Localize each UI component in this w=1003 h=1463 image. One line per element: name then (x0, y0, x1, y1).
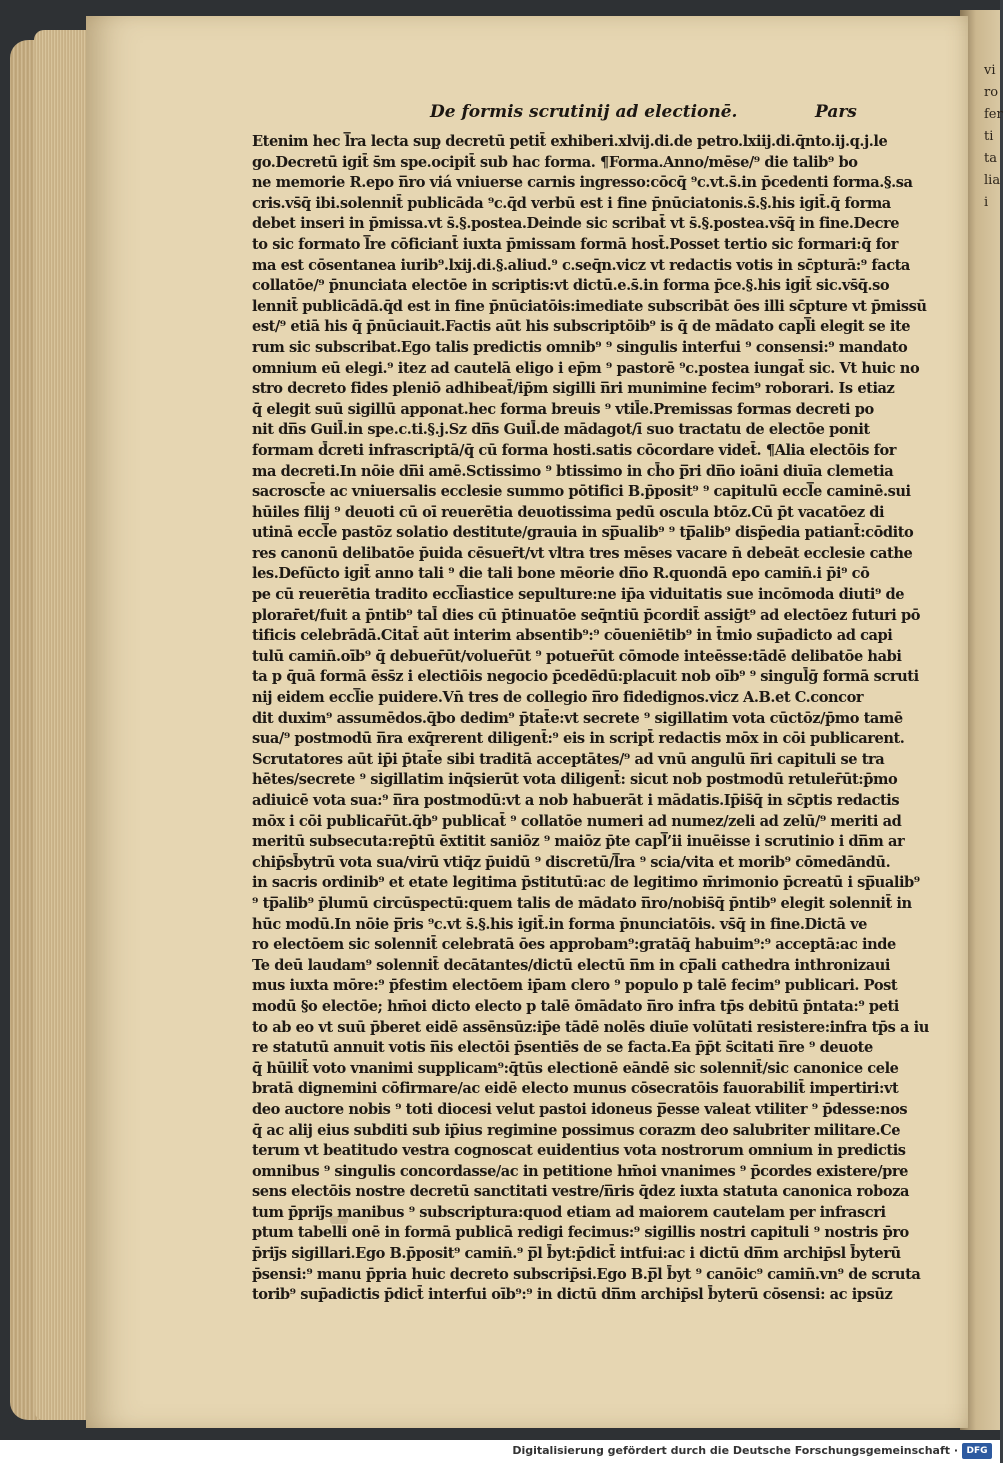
running-title: De formis scrutinij ad electionē. (430, 102, 738, 122)
text-line: sacrosct̄e ac vniuersalis ecclesie summo pōtifici B.p̄posit⁹ ⁹ capitulū eccl̅e caminē.sui (252, 483, 911, 501)
facing-page-text (984, 60, 1003, 230)
text-line: ma est cōsentanea iurib⁹.lxij.di.§.aliud.⁹ c.seq̄n.vicz vt redactis votis in sc̄pturā:⁹ facta (252, 256, 910, 274)
text-line: mōx i cōi publicar̄ūt.q̄b⁹ publicat̄ ⁹ collatōe numeri ad numez/zeli ad zelū/⁹ meriti ad (252, 812, 902, 830)
text-line: dit duxim⁹ assumēdos.q̄bo dedim⁹ p̄tat̄e:vt secrete ⁹ sigillatim vota cūctōz/p̄mo tamē (252, 709, 903, 727)
text-line: hūiles filij ⁹ deuoti cū oī reuerētia deuotissima pedū oscula btōz.Cū p̄t vacatōez di (252, 503, 885, 521)
section-label: Pars (815, 102, 857, 122)
text-line: ne memorie R.epo n̅ro viá vniuerse carnis ingresso:cōcq̄ ⁹c.vt.s̄.in p̄cedenti forma.§.sa (252, 174, 913, 192)
margin-glyph: ti (984, 129, 994, 144)
text-line: hūc modū.In nōie p̅ris ⁹c.vt s̄.§.his igit̄.in forma p̄nunciatōis. vs̄q̄ in fine.Dictā ve (252, 915, 868, 933)
funding-credit: Digitalisierung gefördert durch die Deutsche Forschungsgemeinschaft · (512, 1444, 958, 1457)
text-line: q̄ hūilit̄ voto vnanimi supplicam⁹:q̄tūs electionē eāndē sic solennit̄/sic canonice cele (252, 1059, 899, 1077)
text-line: omnium eū elegi.⁹ itez ad cautelā eligo i ep̄m ⁹ pastorē ⁹c.postea iungat̄ sic. Vt huic no (252, 359, 920, 377)
text-line: to sic formato l̅re cōficiant̄ iuxta p̄missam formā host̄.Posset tertio sic formari:q̄ for (252, 235, 898, 253)
text-line: hētes/secrete ⁹ sigillatim inq̄sierūt vota diligent̄: sicut nob postmodū retuler̄ūt:p̄mo (252, 771, 898, 789)
text-line: mus iuxta mōre:⁹ p̄festim electōem ip̄am clero ⁹ populo p talē fecim⁹ publicari. Post (252, 977, 898, 995)
text-line: tum p̄prij̄s manibus ⁹ subscriptura:quod etiam ad maiorem cautelam per infrascri (252, 1203, 886, 1221)
margin-glyph: ta (984, 151, 997, 166)
margin-glyph: fer (984, 107, 1003, 122)
text-line: plorar̄et/fuit a p̄ntib⁹ tal̄ dies cū p̄tinuatōe seq̄ntiū p̄cordit̄ assiḡt⁹ ad electōez futuri pō (252, 606, 921, 624)
text-line: deo auctore nobis ⁹ toti diocesi velut pastoi idoneus p̅esse valeat vtiliter ⁹ p̄desse:nos (252, 1100, 908, 1118)
text-line: ro electōem sic solennit̄ celebratā ōes approbam⁹:gratāq̄ habuim⁹:⁹ acceptā:ac inde (252, 936, 896, 954)
text-line: les.Defūcto igit̄ anno tali ⁹ die tali bone mēorie dn̅o R.quondā epo camin̄.i p̄i⁹ cō (252, 565, 870, 583)
text-line: rum sic subscribat.Ego talis predictis omnib⁹ ⁹ singulis interfui ⁹ consensi:⁹ mandato (252, 338, 908, 356)
text-line: utinā eccl̅e pastōz solatio destitute/grauia in sp̅ualib⁹ ⁹ tp̅alib⁹ disp̄edia patiant̄:cōdito (252, 524, 914, 542)
text-line: debet inseri in p̄missa.vt s̄.§.postea.Deinde sic scribat̄ vt s̄.§.postea.vs̄q̄ in fine.Decre (252, 215, 900, 233)
text-line: collatōe/⁹ p̄nunciata electōe in scriptis:vt dictū.e.s̄.in forma p̄ce.§.his igit̄ sic.vs̄q̄.so (252, 277, 890, 295)
text-line: terum vt beatitudo vestra cognoscat euidentius vota nostrorum omnium in predictis (252, 1142, 906, 1160)
text-line: modū §o electōe; hm̄oi dicto electo p talē ōmādato n̅ro infra tp̄s debitū p̄ntata:⁹ peti (252, 997, 899, 1015)
text-line: ta p q̄uā formā ēss̄z i electiōis negocio p̄cedēdū:placuit nob oīb⁹ ⁹ singul̄ḡ formā scruti (252, 668, 919, 686)
margin-glyph: ro (984, 85, 999, 100)
ink-stain (330, 1216, 348, 1224)
text-line: lennit̄ publicādā.q̄d est in fine p̄nūciatōis:imediate subscribāt ōes illi sc̄pture vt p̄missū (252, 297, 927, 315)
text-line: pe cū reuerētia tradito eccl̅iastice sepulture:ne ip̄a viduitatis sue incōmoda diuti⁹ de (252, 586, 905, 604)
text-line: Te deū laudam⁹ solennit̄ decātantes/dictū electū n̅m in cp̅ali cathedra inthronizaui (252, 956, 891, 974)
text-line: in sacris ordinib⁹ et etate legitima p̄stitutū:ac de legitimo m̄rimonio p̄creatū i sp̅ualib⁹ (252, 874, 920, 892)
margin-glyph: lia (984, 173, 1001, 188)
text-line: adiuicē vota sua:⁹ n̅ra postmodū:vt a nob habuerāt i mādatis.Ip̄is̄q̄ in sc̄ptis redactis (252, 792, 900, 809)
text-line: ptum tabelli onē in formā publicā redigi fecimus:⁹ sigillis nostri capituli ⁹ nostris p̄ro (252, 1224, 909, 1242)
text-line: bratā dignemini cōfirmare/ac eidē electo munus cōsecratōis fauorabilit̄ impertiri:vt (252, 1080, 899, 1098)
margin-glyph: i (984, 195, 989, 210)
text-line: p̄rij̄s sigillari.Ego B.p̄posit⁹ camin̄.⁹ p̅l b̄yt:p̄dict̄ intfui:ac i dictū dn̅m archip̄sl b̄yterū (252, 1245, 901, 1263)
text-line: p̄sensi:⁹ manu p̄pria huic decreto subscrip̄si.Ego B.p̅l b̄yt ⁹ canōic⁹ camin̄.vn⁹ de scruta (252, 1265, 921, 1283)
text-line: q̄ elegit suū sigillū apponat.hec forma breuis ⁹ vtil̄e.Premissas formas decreti po (252, 400, 874, 418)
text-line: Etenim hec l̅ra lecta sup̧ decretū petit̄ exhiberi.xlvij.di.de petro.lxiij.di.q̄nto.ij.q.j.le (252, 133, 888, 150)
text-line: chip̄sb̄ytrū vota sua/virū vtiq̄z p̄uidū ⁹ discretū/l̅ra ⁹ scia/vita et morib⁹ cōmedāndū. (252, 853, 891, 871)
text-line: ma decreti.In nōie dn̅i amē.Sctissimo ⁹ btissimo in ch̄o p̅ri dn̅o ioāni diuīa clemetia (252, 462, 894, 480)
text-line: nit dn̅s Guil̄.in spe.c.ti.§.j.Sz dn̅s Guil̄.de mādagot/ī suo tractatu de electōe ponit (252, 421, 870, 439)
page-stack-edge (34, 30, 90, 1420)
text-line: torib⁹ sup̄adictis p̄dict̄ interfui oīb⁹:⁹ in dictū dn̅m archip̄sl b̄yterū cōsensi: ac ipsūz (252, 1286, 893, 1304)
text-line: cris.vs̄q̄ ibi.solennit̄ publicāda ⁹c.q̄d verbū est i fine p̄nūciatonis.s̄.§.his igit̄.q̄ forma (252, 194, 891, 212)
text-line: q̄ ac alij eius subditi sub ip̄ius regimine possimus corazm deo salubriter militare.Ce (252, 1121, 901, 1139)
text-line: formam d̄creti infrascriptā/q̄ cū forma hosti.satis cōcordare videt̄. ¶Alia electōis for (252, 441, 896, 459)
text-line: go.Decretū igit̄ s̄m spe.ocipit̄ sub hac forma. ¶Forma.Anno/mēse/⁹ die talib⁹ bo (252, 153, 858, 171)
text-line: stro decreto fides pleniō adhibeat̄/ip̄m sigilli n̅ri munimine fecim⁹ roborari. Is etiaz (252, 380, 895, 398)
text-line: re statutū annuit votis n̅is electōi p̄sentiēs de se facta.Ea p̄p̄t s̄citati n̅re ⁹ deuote (252, 1039, 873, 1057)
text-line: est/⁹ etiā his q̄ p̄nūciauit.Factis aūt his subscriptōib⁹ is q̄ de mādato capl̅i elegit se ite (252, 318, 911, 336)
text-line: meritū subsecuta:rep̄tū ēxtitit saniōz ⁹ maiōz p̄te capl̅’ii inuēisse i scrutinio i dn̅m ar (252, 833, 905, 851)
text-line: sens electōis nostre decretū sanctitati vestre/n̅ris q̄dez iuxta statuta canonica roboza (252, 1183, 909, 1201)
text-line: ⁹ tp̅alib⁹ p̄lumū circūspectū:quem talis de mādato n̅ro/nobis̄q̄ p̄ntib⁹ elegit solennit̄ in (252, 894, 912, 912)
text-line: tulū camin̄.oīb⁹ q̄ debuer̄ūt/voluer̄ūt ⁹ potuer̄ūt cōmode inteēsse:tādē delibatōe habi (252, 647, 902, 665)
body-text (252, 132, 942, 1306)
text-line: nij eidem eccl̅ie puidere.Vn̄ tres de collegio n̅ro fidedignos.vicz A.B.et C.concor (252, 689, 864, 707)
text-line: omnibus ⁹ singulis concordasse/ac in petitione hm̄oi vnanimes ⁹ p̄cordes existere/pre (252, 1162, 908, 1180)
text-line: res canonū delibatōe p̄uida cēsuer̄t/vt vltra tres mēses vacare n̄ debeāt ecclesie cathe (252, 544, 913, 562)
text-line: to ab eo vt suū p̄beret eidē assēnsūz:ip̄e tādē nolēs diuīe volūtati resistere:infra tp̄s a iu (252, 1018, 929, 1036)
footer-bar (0, 1440, 1000, 1463)
text-line: sua/⁹ postmodū n̅ra exq̄rerent diligent̄:⁹ eis in script̄ redactis mōx in cōi publicarent. (252, 730, 905, 748)
text-line: Scrutatores aūt ip̄i p̄tat̄e sibi traditā acceptātes/⁹ ad vnū angulū n̅ri capituli se tra (252, 750, 885, 768)
dfg-logo[interactable]: DFG (962, 1443, 992, 1459)
text-line: tificis celebrādā.Citat̄ aūt interim absentib⁹:⁹ cōueniētib⁹ in t̄mio sup̄adicto ad capi (252, 627, 893, 645)
margin-glyph: vi (984, 63, 996, 78)
